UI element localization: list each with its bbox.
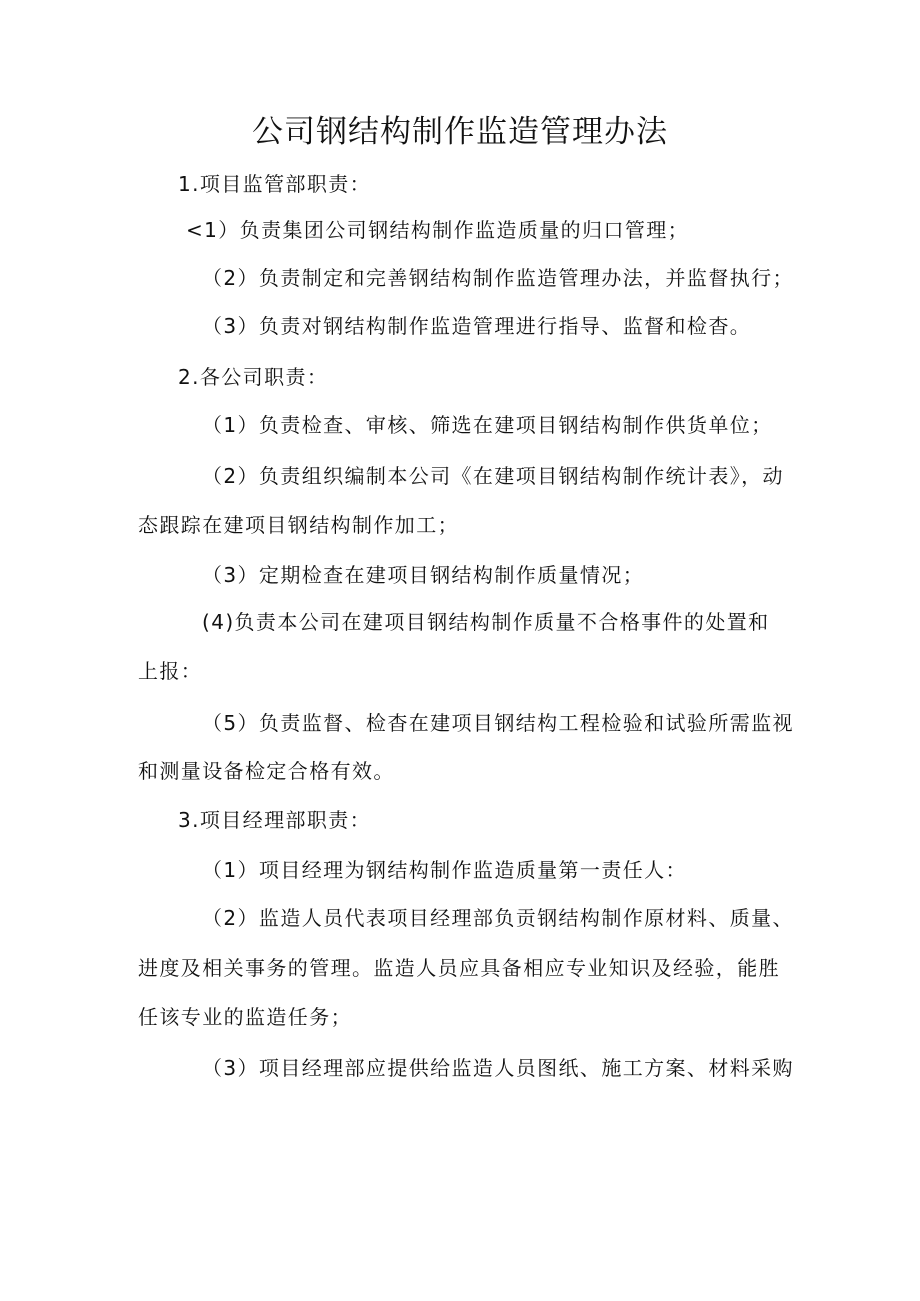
paragraph-line: 态跟踪在建项目钢结构制作加工； [138,513,459,537]
section-heading: 1.项目监管部职责： [178,172,372,196]
section-heading: 2.各公司职责： [178,365,329,389]
section-heading: 3.项目经理部职责： [178,808,372,832]
paragraph-line: 和测量设备检定合格有效。 [138,759,395,783]
paragraph-line: （2）负责制定和完善钢结构制作监造管理办法，并监督执行； [202,266,794,290]
paragraph-line: （2）监造人员代表项目经理部负贡钢结构制作原材料、质量、 [202,906,794,930]
paragraph-line: （1）项目经理为钢结构制作监造质量第一责任人： [202,858,687,882]
paragraph-line: （1）负责检查、审核、筛选在建项目钢结构制作供货单位； [202,413,773,437]
paragraph-line: 进度及相关事务的管理。监造人员应具备相应专业知识及经验，能胜 [138,956,780,980]
paragraph-line: （5）负责监督、检杳在建项目钢结构工程检验和试验所需监视 [202,711,794,735]
paragraph-line: 任该专业的监造任务； [138,1005,352,1029]
paragraph-line: (4)负责本公司在建项目钢结构制作质量不合格事件的处置和 [202,610,770,634]
paragraph-line: （3）项目经理部应提供给监造人员图纸、施工方案、材料采购 [202,1056,794,1080]
paragraph-line: <1）负责集团公司钢结构制作监造质量的归口管理； [186,218,690,242]
paragraph-line: （2）负责组织编制本公司《在建项目钢结构制作统计表》，动 [202,464,784,488]
paragraph-line: 上报： [138,659,203,683]
paragraph-line: （3）定期检查在建项目钢结构制作质量情况； [202,563,645,587]
paragraph-line: （3）负责对钢结构制作监造管理进行指导、监督和检杳。 [202,314,752,338]
document-title: 公司钢结构制作监造管理办法 [252,114,668,150]
